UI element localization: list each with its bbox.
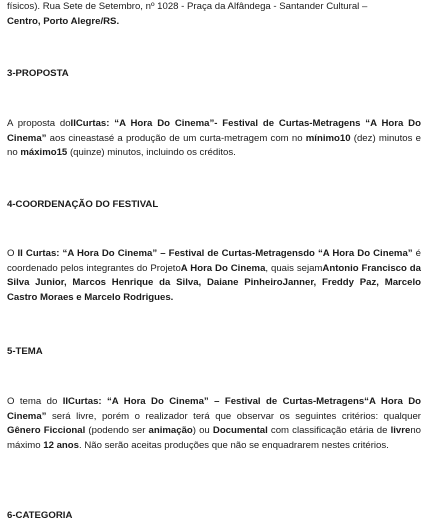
intro-paragraph [7, 0, 421, 29]
s5-genre-fiction: Gênero Ficcional [7, 425, 86, 436]
section-4-paragraph [7, 247, 421, 305]
s5-text-1: O tema do [7, 396, 63, 407]
s5-text-3: (podendo ser [85, 425, 149, 436]
section-5-paragraph [7, 395, 421, 453]
section-4-heading: 4-COORDENAÇÃO DO FESTIVAL [7, 199, 159, 210]
s3-min-duration: mínimo10 [305, 132, 351, 144]
s3-text-2: aos cineastasé a produção de um curta-metragem com no [46, 132, 306, 144]
s4-project-name: A Hora Do Cinema [180, 262, 266, 274]
s5-rating-free: livre [390, 425, 411, 436]
s5-festival-name: IICurtas: “A Hora Do Cinema” – Festival de Curtas-Metragens“A Hora Do Cinema” [7, 396, 421, 422]
s5-text-6: no máximo [7, 425, 421, 451]
s5-rating-age: 12 anos [43, 439, 79, 451]
section-3-paragraph [7, 117, 421, 161]
s3-max-duration: máximo15 [20, 147, 68, 158]
s4-text-2: é coordenado pelos integrantes do Projeto [7, 248, 421, 274]
s4-text-3: , quais sejam [265, 262, 323, 274]
s3-text-3: (dez) minutos e no [7, 132, 421, 158]
s5-text-5: com classificação etária de [267, 425, 391, 436]
s5-documentary: Documental [212, 425, 268, 436]
s5-text-7: . Não serão aceitas produções que não se enquadrarem nestes critérios. [78, 439, 389, 451]
s5-animation: animação [148, 425, 193, 436]
s3-text-1: A proposta do [7, 118, 71, 129]
s5-text-2: será livre, porém o realizador terá que observar os seguintes critérios: qualquer [46, 410, 421, 422]
section-6-heading: 6-CATEGORIA [7, 510, 73, 521]
section-3-heading: 3-PROPOSTA [7, 68, 69, 79]
s4-text-1: O [7, 248, 18, 259]
s4-festival-name: II Curtas: “A Hora Do Cinema” – Festival de Curtas-Metragensdo “A Hora Do Cinema” [17, 248, 413, 259]
intro-line-2: Centro, Porto Alegre/RS. [7, 15, 120, 27]
section-5-heading: 5-TEMA [7, 346, 43, 357]
intro-line-1: físicos). Rua Sete de Setembro, nº 1028 - Praça da Alfândega - Santander Cultural – [7, 1, 368, 12]
s5-text-4: ) ou [192, 425, 213, 436]
s3-festival-name: IICurtas: “A Hora Do Cinema”- Festival de Curtas-Metragens “A Hora Do Cinema” [7, 118, 421, 144]
s3-text-4: (quinze) minutos, incluindo os créditos. [67, 147, 236, 158]
s4-members: Antonio Francisco da Silva Junior, Marcos Henrique da Silva, Daiane PinheiroJanner, Freddy Paz, Marcelo Castro Moraes e Marcelo Rodrigues. [7, 262, 421, 303]
